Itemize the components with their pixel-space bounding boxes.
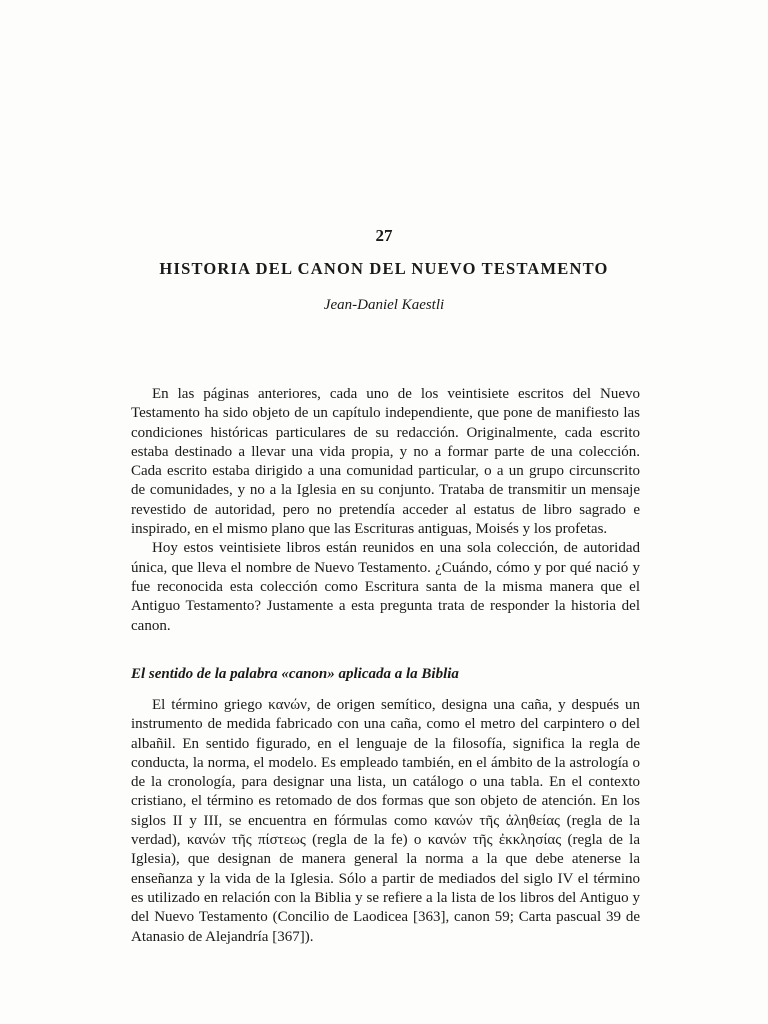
intro-text <box>131 385 640 636</box>
chapter-author: Jean-Daniel Kaestli <box>323 297 445 313</box>
section-paragraph: El término griego κανών, de origen semítico, designa una caña, y después un instrumento de medida fabricado con una caña, como el metro del carpintero o del albañil. En sentido figurado, en el lenguaje de la filosofía, significa la regla de conducta, la norma, el modelo. Es empleado también, en el ámbito de la astrología o de la cronología, para designar una lista, un catálogo o una tabla. En el contexto cristiano, el término es retomado de dos formas que son objeto de atención. En los siglos II y III, se encuentra en fórmulas como κανών τῆς ἀληθείας (regla de la verdad), κανών τῆς πίστεως (regla de la fe) o κανών τῆς ἐκκλησίας (regla de la Iglesia), que designan de manera general la norma a la que debe atenerse la enseñanza y la vida de la Iglesia. Sólo a partir de mediados del siglo IV el término es utilizado en relación con la Biblia y se refiere a la lista de los libros del Antiguo y del Nuevo Testamento (Concilio de Laodicea [363], canon 59; Carta pascual 39 de Atanasio de Alejandría [367]). <box>131 697 640 945</box>
section-text <box>131 696 640 947</box>
intro-paragraph: Hoy estos veintisiete libros están reunidos en una sola colección, de autoridad única, que lleva el nombre de Nuevo Testamento. ¿Cuándo, cómo y por qué nació y fue reconocida esta colección como Escritura santa de la misma manera que el Antiguo Testamento? Justamente a esta pregunta trata de responder la historia del canon. <box>131 540 640 634</box>
chapter-number: 27 <box>375 226 393 245</box>
intro-paragraph: En las páginas anteriores, cada uno de los veintisiete escritos del Nuevo Testamento ha sido objeto de un capítulo independiente, que pone de manifiesto las condiciones históricas particulares de su redacción. Originalmente, cada escrito estaba destinado a llevar una vida propia, y no a formar parte de una colección. Cada escrito estaba dirigido a una comunidad particular, o a un grupo circunscrito de comunidades, y no a la Iglesia en su conjunto. Trataba de transmitir un mensaje revestido de autoridad, pero no pretendía acceder al estatus de libro sagrado e inspirado, en el mismo plano que las Escrituras antiguas, Moisés y los profetas. <box>131 386 640 538</box>
section-heading: El sentido de la palabra «canon» aplicada a la Biblia <box>131 666 459 682</box>
chapter-title: HISTORIA DEL CANON DEL NUEVO TESTAMENTO <box>159 259 609 278</box>
